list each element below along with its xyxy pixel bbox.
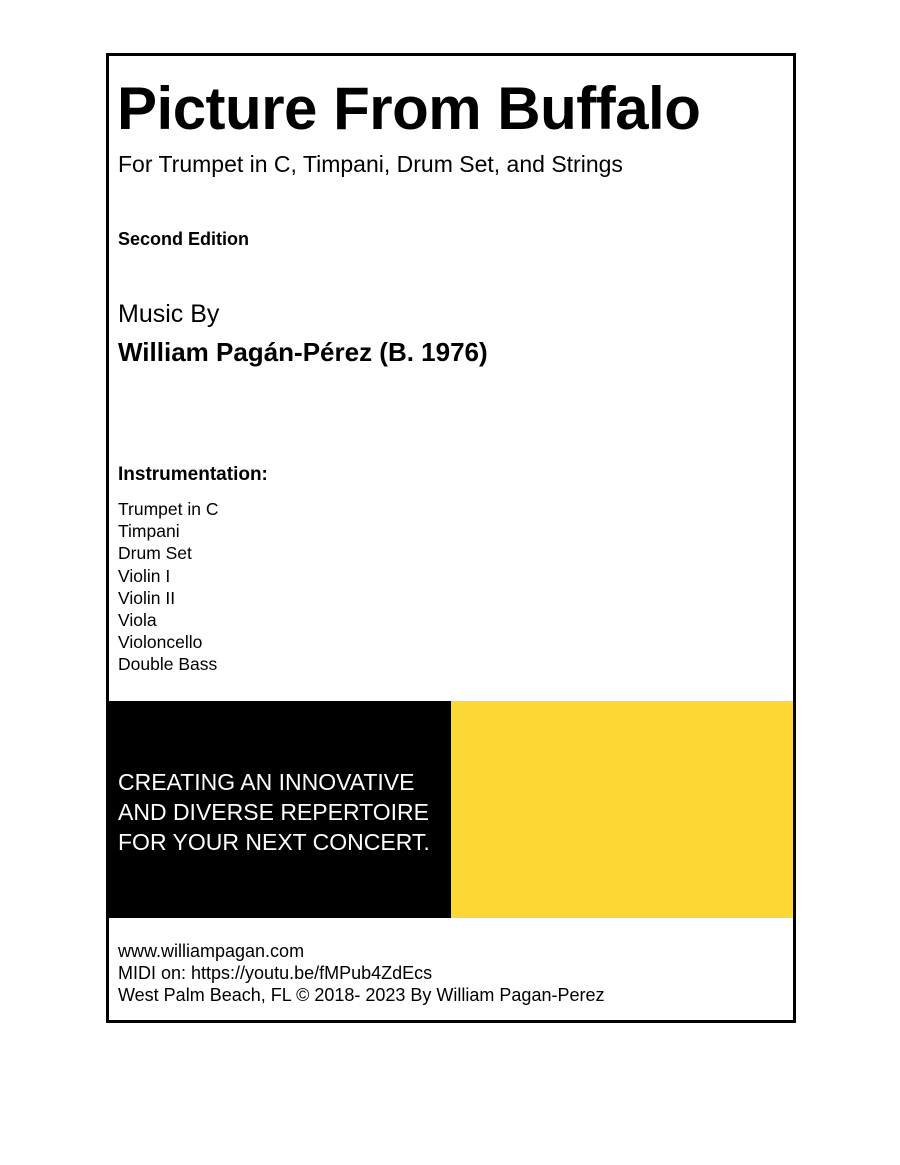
slogan-line: CREATING AN INNOVATIVE [118, 769, 415, 795]
banner-slogan [118, 767, 430, 857]
footer-info [118, 940, 604, 1006]
score-subtitle: For Trumpet in C, Timpani, Drum Set, and Strings [118, 151, 623, 177]
instrument-item: Violin II [118, 587, 176, 608]
slogan-line: FOR YOUR NEXT CONCERT. [118, 829, 430, 855]
midi-link[interactable]: MIDI on: https://youtu.be/fMPub4ZdEcs [118, 963, 433, 983]
instrument-item: Drum Set [118, 543, 192, 564]
instrument-item: Violin I [118, 565, 171, 586]
music-by-label: Music By [118, 300, 220, 328]
instrument-item: Timpani [118, 521, 180, 542]
edition-label: Second Edition [118, 229, 250, 249]
instrumentation-list [118, 498, 219, 676]
instrument-item: Trumpet in C [118, 499, 219, 519]
composer-name: William Pagán-Pérez (B. 1976) [118, 337, 488, 367]
instrument-item: Violoncello [118, 632, 203, 653]
score-title: Picture From Buffalo [117, 75, 701, 142]
banner-yellow-panel [451, 701, 793, 918]
cover-frame [106, 53, 796, 1023]
promo-banner [109, 701, 793, 918]
website-link[interactable]: www.williampagan.com [118, 941, 305, 961]
instrument-item: Viola [118, 609, 157, 630]
instrumentation-heading: Instrumentation: [118, 464, 268, 485]
copyright-text: West Palm Beach, FL © 2018- 2023 By William Pagan-Perez [118, 985, 605, 1005]
instrument-item: Double Bass [118, 654, 218, 675]
banner-black-panel [109, 701, 451, 918]
slogan-line: AND DIVERSE REPERTOIRE [118, 799, 430, 825]
